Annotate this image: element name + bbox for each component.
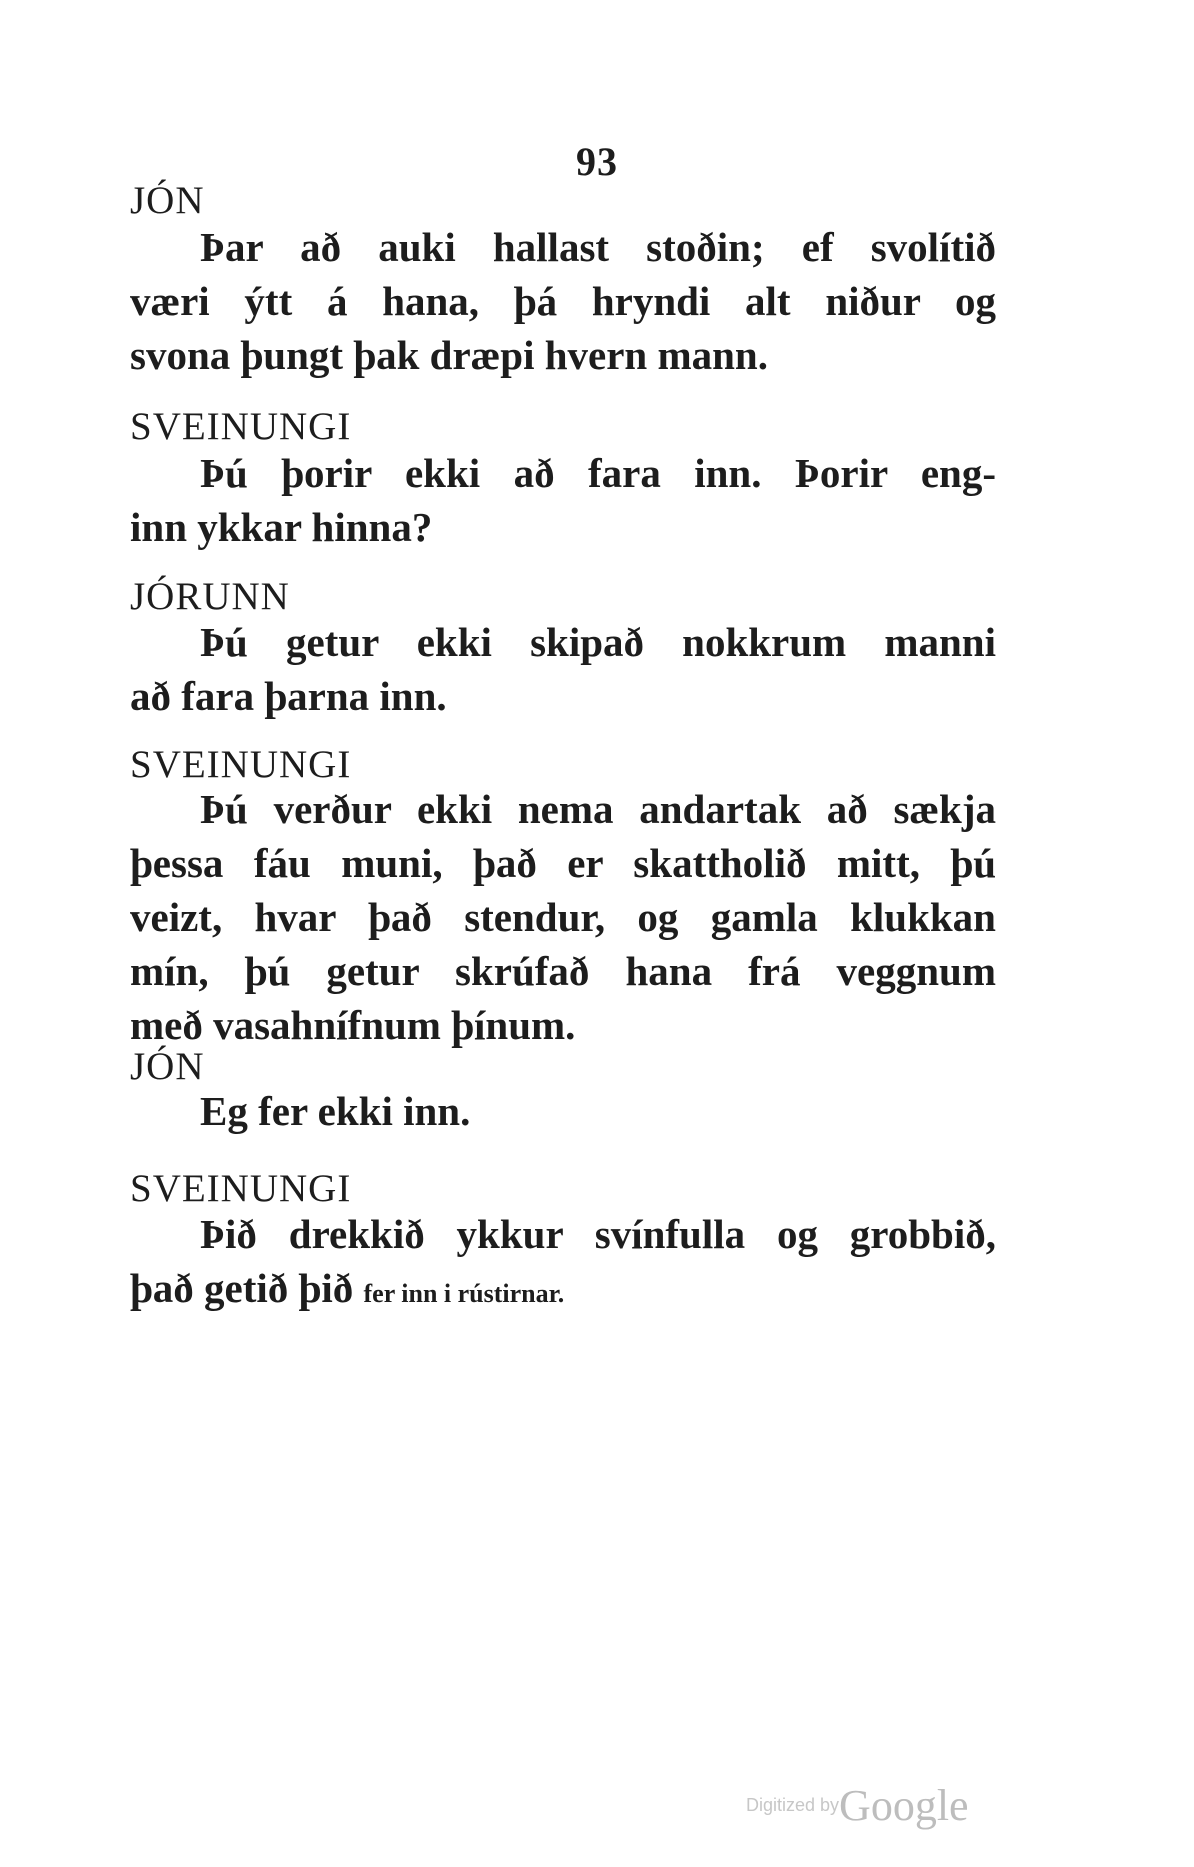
dialogue-text: [130, 1207, 996, 1321]
dialogue-text: [130, 446, 996, 554]
speaker-name: SVEINUNGI: [130, 1167, 352, 1210]
speaker-name: SVEINUNGI: [130, 743, 352, 786]
text-line: þessa fáu muni, það er skattholið mitt, þú: [130, 840, 996, 886]
text-line: væri ýtt á hana, þá hryndi alt niður og: [130, 278, 996, 324]
text-line: með vasahnífnum þínum.: [130, 1002, 576, 1048]
speaker-name: SVEINUNGI: [130, 405, 352, 448]
text-line: að fara þarna inn.: [130, 673, 447, 719]
text-line: inn ykkar hinna?: [130, 504, 433, 550]
text-line: veizt, hvar það stendur, og gamla klukkan: [130, 894, 996, 940]
text-line: Þið drekkið ykkur svínfulla og grobbið,: [200, 1211, 996, 1257]
text-line: svona þungt þak dræpi hvern mann.: [130, 332, 768, 378]
dialogue-text: [130, 782, 996, 1052]
text-line: Þú getur ekki skipað nokkrum manni: [200, 619, 996, 665]
dialogue-text: [130, 220, 996, 382]
speaker-name: JÓRUNN: [130, 575, 290, 618]
text-line: [130, 1261, 996, 1321]
text-line: mín, þú getur skrúfað hana frá veggnum: [130, 948, 996, 994]
digitized-watermark: [746, 1780, 969, 1831]
speaker-name: JÓN: [130, 1045, 205, 1088]
text-line: Þú þorir ekki að fara inn. Þorir eng-: [200, 450, 996, 496]
text-line: Eg fer ekki inn.: [200, 1088, 471, 1134]
watermark-prefix: Digitized by: [746, 1795, 840, 1815]
text-line: Þar að auki hallast stoðin; ef svolítið: [200, 224, 996, 270]
dialogue-text: [130, 615, 996, 723]
google-logo: Google: [839, 1781, 969, 1830]
page-number: 93: [576, 139, 618, 184]
text-line-main: það getið þið: [130, 1265, 354, 1311]
dialogue-text: [130, 1084, 996, 1138]
text-line: Þú verður ekki nema andartak að sækja: [200, 786, 996, 832]
speaker-name: JÓN: [130, 179, 205, 222]
small-text-tail: fer inn i rústirnar.: [363, 1279, 565, 1308]
